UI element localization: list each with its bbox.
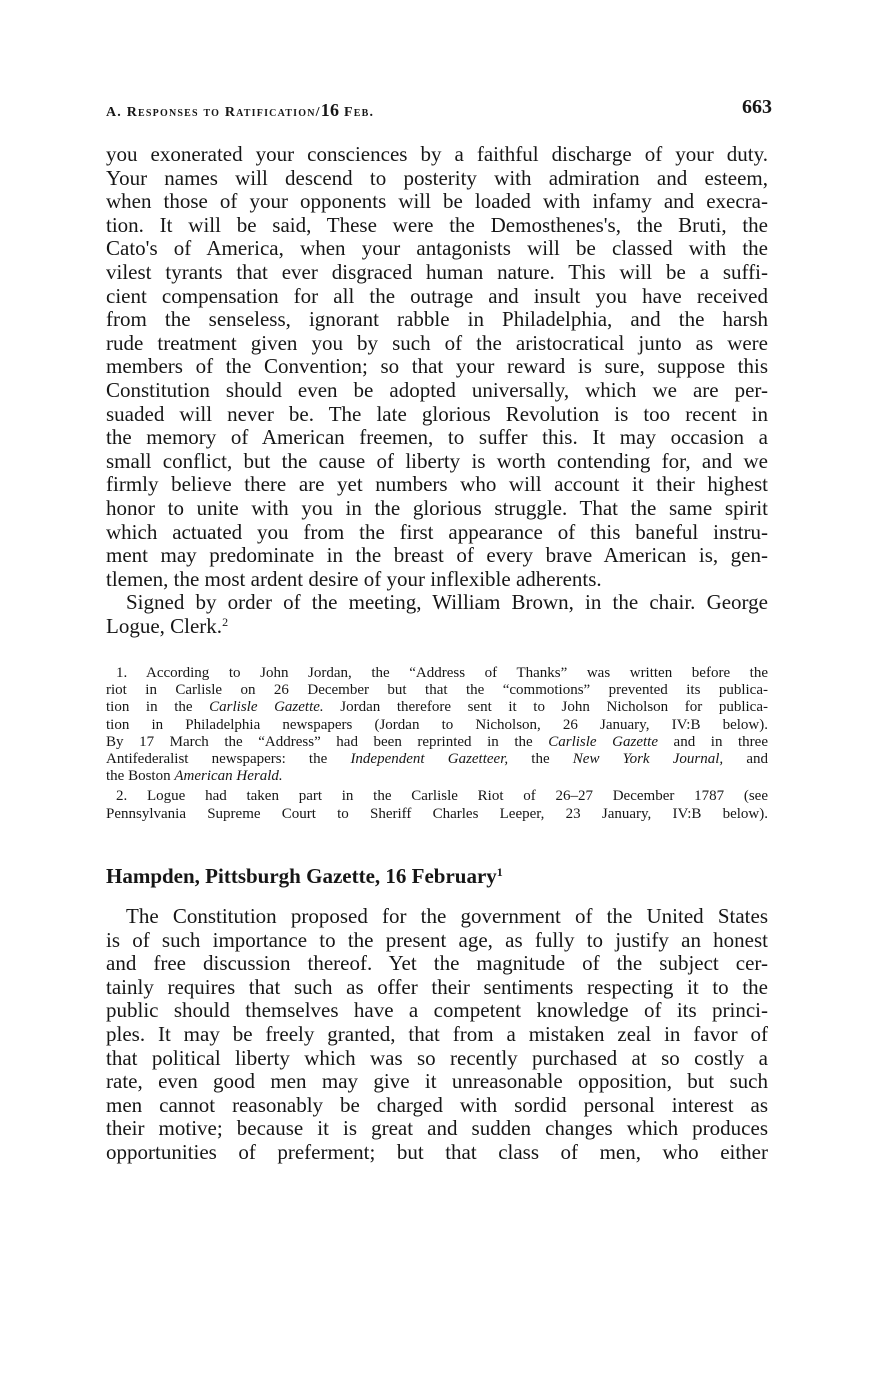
text-line: suaded will never be. The late glorious Revolution is too recent in (106, 401, 768, 426)
text-line: public should themselves have a competent knowledge of its princi- (106, 998, 768, 1023)
text-line: rude treatment given you by such of the aristocratical junto as were (106, 330, 768, 355)
footnote-line: the Boston American Herald. (106, 768, 283, 785)
footnote-line: 2. Logue had taken part in the Carlisle Riot of 26–27 December 1787 (see (116, 788, 768, 805)
text-line: from the senseless, ignorant rabble in Philadelphia, and the harsh (106, 307, 768, 332)
text-line: and free discussion thereof. Yet the magnitude of the subject cer- (106, 951, 768, 976)
text-line: tlemen, the most ardent desire of your inflexible adherents. (106, 566, 602, 591)
text-line: small conflict, but the cause of liberty is worth contending for, and we (106, 448, 768, 473)
page-number: 663 (742, 96, 772, 118)
text-line: members of the Convention; so that your reward is sure, suppose this (106, 354, 768, 379)
text-line: opportunities of preferment; but that class of men, who either (106, 1139, 768, 1164)
address-continuation (106, 143, 768, 638)
footnote-line: tion in the Carlisle Gazette. Jordan therefore sent it to John Nicholson for publica- (106, 699, 768, 716)
footnote-ref: 2 (222, 614, 229, 629)
footnote-line: By 17 March the “Address” had been reprinted in the Carlisle Gazette and in three (106, 733, 768, 750)
running-head (106, 96, 772, 124)
text-line: is of such importance to the present age, as fully to justify an honest (106, 927, 768, 952)
text-line: Your names will descend to posterity with admiration and esteem, (106, 165, 768, 190)
text-line: that political liberty which was so recently purchased at so costly a (106, 1045, 768, 1070)
footnote-ref: 1 (496, 865, 503, 879)
text-line: Constitution should even be adopted universally, which we are per- (106, 377, 768, 402)
text-line: ment may predominate in the breast of every brave American is, gen- (106, 543, 768, 568)
text-line: vilest tyrants that ever disgraced human nature. This will be a suffi- (106, 259, 768, 284)
section-heading: Hampden, Pittsburgh Gazette, 16 February$^1$ (106, 864, 503, 888)
text-line: honor to unite with you in the glorious struggle. That the same spirit (106, 495, 768, 520)
text-line: which actuated you from the first appearance of this baneful instru- (106, 519, 768, 544)
text-line: The Constitution proposed for the government of the United States (126, 904, 768, 928)
text-line: ples. It may be freely granted, that from a mistaken zeal in favor of (106, 1021, 768, 1046)
footnote-line: tion in Philadelphia newspapers (Jordan to Nicholson, 26 January, IV:B below). (106, 716, 768, 733)
text-line: the memory of American freemen, to suffer this. It may occasion a (106, 425, 768, 450)
text-line: rate, even good men may give it unreasonable opposition, but such (106, 1069, 768, 1094)
text-line: cient compensation for all the outrage and insult you have received (106, 283, 768, 308)
footnote-line: Pennsylvania Supreme Court to Sheriff Charles Leeper, 23 January, IV:B below). (106, 805, 768, 822)
footnote-line: riot in Carlisle on 26 December but that the “commotions” prevented its publica- (106, 682, 768, 699)
text-line: tion. It will be said, These were the Demosthenes's, the Bruti, the (106, 212, 768, 237)
footnote-line: Antifederalist newspapers: the Independent Gazetteer, the New York Journal, and (106, 750, 768, 767)
footnotes (106, 665, 768, 823)
text-line: you exonerated your consciences by a faithful discharge of your duty. (106, 142, 768, 166)
signature-line: Logue, Clerk.$^2$ (106, 613, 229, 638)
text-line: men cannot reasonably be charged with sordid personal interest as (106, 1092, 768, 1117)
text-line: their motive; because it is great and sudden changes which produces (106, 1116, 768, 1141)
signature-line: Signed by order of the meeting, William Brown, in the chair. George (126, 590, 768, 615)
running-head-title: A. Responses to Ratification/16 Feb. (106, 100, 375, 120)
text-line: firmly believe there are yet numbers who will account it their highest (106, 472, 768, 497)
text-line: when those of your opponents will be loaded with infamy and execra- (106, 189, 768, 214)
text-line: tainly requires that such as offer their sentiments respecting it to the (106, 974, 768, 999)
text-line: Cato's of America, when your antagonists will be classed with the (106, 236, 768, 261)
footnote-line: 1. According to John Jordan, the “Address of Thanks” was written before the (116, 665, 768, 681)
hampden-essay (106, 905, 768, 1165)
